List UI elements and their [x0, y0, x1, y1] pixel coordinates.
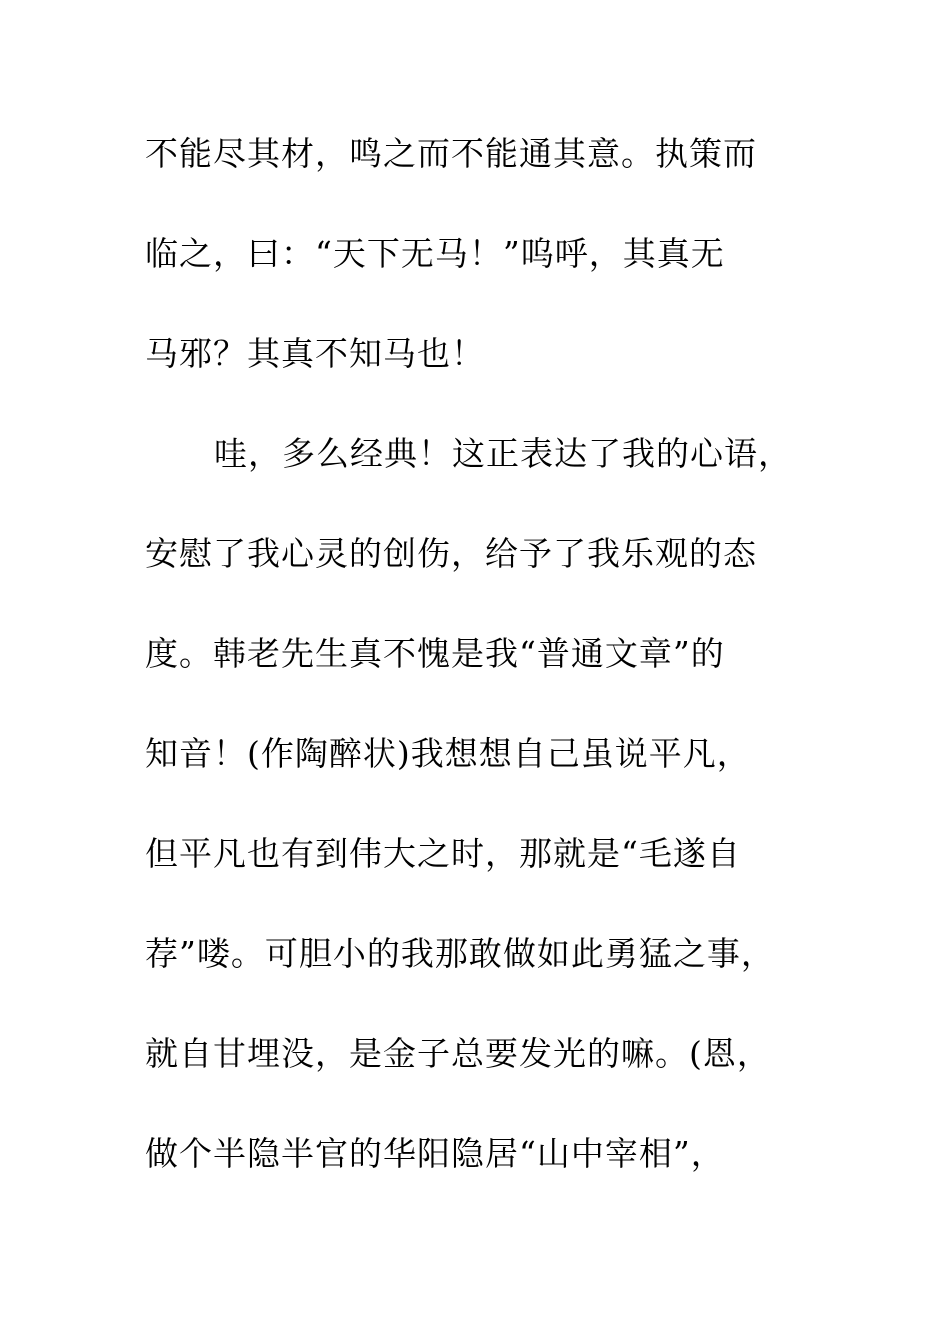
text-line-6: 度。韩老先生真不愧是我“普通文章”的 — [145, 634, 725, 673]
text-line-3: 马邪？其真不知马也！ — [145, 334, 485, 373]
text-line-2: 临之，曰：“天下无马！”呜呼，其真无 — [145, 234, 725, 273]
text-line-7: 知音！(作陶醉状)我想想自己虽说平凡， — [145, 734, 751, 773]
text-line-9: 荐”喽。可胆小的我那敢做如此勇猛之事， — [145, 934, 775, 973]
text-line-1: 不能尽其材，鸣之而不能通其意。执策而 — [145, 134, 757, 173]
text-line-10: 就自甘埋没，是金子总要发光的嘛。(恩， — [145, 1034, 771, 1073]
text-line-4-paragraph-start: 哇，多么经典！这正表达了我的心语， — [214, 434, 792, 473]
text-line-8: 但平凡也有到伟大之时，那就是“毛遂自 — [145, 834, 741, 873]
text-line-11: 做个半隐半官的华阳隐居“山中宰相”， — [145, 1134, 725, 1173]
text-line-5: 安慰了我心灵的创伤，给予了我乐观的态 — [145, 534, 757, 573]
